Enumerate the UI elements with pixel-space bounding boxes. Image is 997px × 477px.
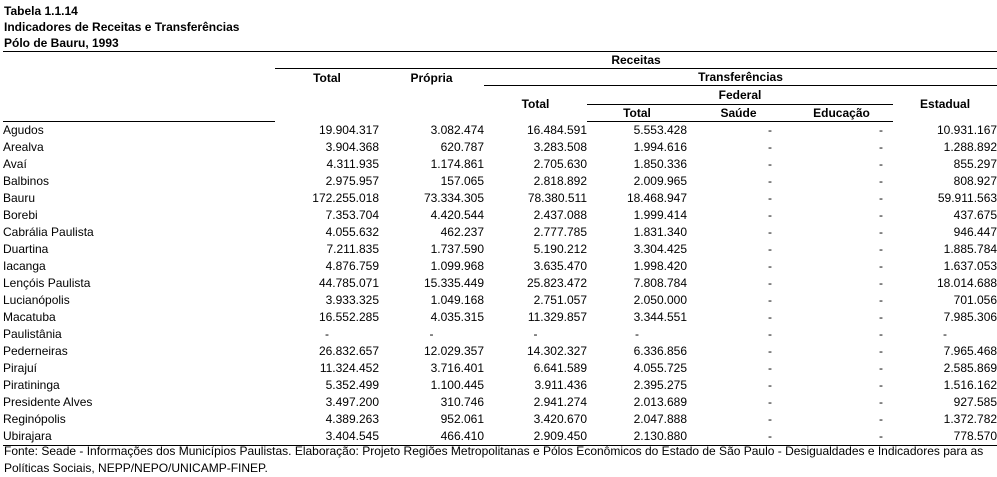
col-total: 5.352.499 [325,378,379,392]
col-total: 19.904.317 [318,122,379,137]
table-row [3,394,997,411]
col-transf-total: 3.283.508 [533,140,587,154]
col-educacao: - [879,174,883,188]
col-total: 11.324.452 [319,361,379,375]
col-estadual: 7.985.306 [943,310,997,324]
col-educacao: - [879,327,883,341]
col-total: 3.497.200 [325,395,379,409]
col-estadual: 7.965.468 [943,344,997,358]
col-saude: - [768,123,772,137]
municipality-name: Piratininga [3,378,60,392]
col-total: - [325,327,329,341]
col-federal-total: - [635,327,639,341]
table-row [3,309,997,326]
col-estadual: 778.570 [893,428,997,446]
col-saude: - [768,174,772,188]
col-propria: 4.420.544 [430,208,484,222]
municipality-name: Bauru [3,191,36,205]
col-federal-total: 5.553.428 [633,123,687,137]
col-saude: - [768,412,772,426]
table-row [3,292,997,309]
col-estadual: 946.447 [953,225,997,239]
col-federal-total: 7.808.784 [633,276,687,290]
col-saude: - [768,225,772,239]
col-saude: - [768,378,772,392]
municipality-name: Paulistânia [3,327,62,341]
col-saude: - [768,157,772,171]
col-estadual: 927.585 [953,395,997,409]
col-estadual: 808.927 [953,174,997,188]
col-educacao: - [879,191,883,205]
municipality-name: Arealva [3,140,44,154]
col-estadual: 437.675 [953,208,997,222]
col-saude: - [768,140,772,154]
table-title-block [4,3,239,51]
table-number: Tabela 1.1.14 [4,4,78,18]
header-receitas: Receitas [275,52,997,69]
table-row [3,343,997,360]
col-saude: - [768,310,772,324]
col-educacao: - [879,140,883,154]
header-total: Total [313,71,341,85]
col-total: 44.785.071 [318,276,379,290]
col-federal-total: 18.468.947 [626,191,687,205]
header-federal: Federal [587,86,893,105]
col-educacao: - [879,412,883,426]
col-propria: 73.334.305 [423,191,484,205]
col-transf-total: 2.705.630 [533,157,587,171]
table-title: Indicadores de Receitas e Transferências [4,20,240,34]
col-transf-total: 5.190.212 [533,242,587,256]
col-federal-total: 3.344.551 [633,310,687,324]
col-transf-total: 14.302.327 [526,344,587,358]
table-row [3,190,997,207]
col-educacao: - [879,123,883,137]
col-federal-total: 2.013.689 [633,395,687,409]
col-transf-total: 2.777.785 [533,225,587,239]
header-federal-total: Total [587,105,687,122]
col-educacao: - [879,276,883,290]
col-total: 172.255.018 [312,191,379,205]
col-federal-total: 3.304.425 [633,242,687,256]
col-educacao: - [879,293,883,307]
col-total: 4.055.632 [325,225,379,239]
col-estadual: 18.014.688 [936,276,997,290]
col-estadual: 1.372.782 [943,412,997,426]
footnote: Fonte: Seade - Informações dos Municípios Paulistas. Elaboração: Projeto Regiões Metropolitanas e Pólos Econômicos do Estado de São Paulo - Desigualdades e Indicadores para as Políticas Sociais, NEPP/NEPO/UNICAMP-FINEP. [4,444,984,475]
col-saude: - [768,293,772,307]
revenue-table [3,51,997,446]
col-estadual: 1.288.892 [943,140,997,154]
col-total: 4.311.935 [326,157,379,171]
table-row [3,173,997,190]
col-saude: - [768,191,772,205]
col-estadual: 701.056 [953,293,997,307]
col-transf-total: 3.911.436 [534,378,587,392]
col-federal-total: 2.050.000 [633,293,687,307]
col-propria: 1.049.168 [430,293,484,307]
col-propria: 157.065 [440,174,484,188]
col-saude: - [768,327,772,341]
col-estadual: 1.637.053 [943,259,997,273]
municipality-name: Presidente Alves [3,395,93,409]
col-propria: 12.029.357 [423,344,484,358]
municipality-name: Avaí [3,157,27,171]
municipality-name: Agudos [3,123,44,137]
col-educacao: - [879,378,883,392]
municipality-name: Lucianópolis [3,293,70,307]
col-total: 2.975.957 [325,174,379,188]
col-transf-total: 25.823.472 [526,276,587,290]
col-saude: - [768,395,772,409]
col-total: 7.211.835 [326,242,379,256]
col-total: 3.404.545 [275,428,379,446]
municipality-name: Duartina [3,242,49,256]
col-saude: - [768,276,772,290]
col-estadual: 59.911.563 [937,191,997,205]
col-federal-total: 2.130.880 [587,428,687,446]
col-educacao: - [879,395,883,409]
col-transf-total: 2.941.274 [533,395,587,409]
col-total: 3.933.325 [325,293,379,307]
col-estadual: 1.885.784 [943,242,997,256]
col-total: 4.876.759 [325,259,379,273]
col-propria: 1.174.861 [430,157,484,171]
municipality-name: Ubirajara [3,428,275,446]
col-transf-total: 3.635.470 [533,259,587,273]
col-propria: 3.082.474 [430,122,484,137]
table-row [3,122,997,140]
col-estadual: - [943,327,948,341]
table-row [3,241,997,258]
table-header [3,52,997,122]
col-transf-total: - [533,327,538,341]
municipality-name: Cabrália Paulista [3,225,94,239]
col-total: 26.832.657 [318,344,379,358]
col-transf-total: 11.329.857 [527,310,587,324]
header-saude: Saúde [687,105,790,122]
col-estadual: 2.585.869 [943,361,997,375]
col-propria: 466.410 [379,428,484,446]
table-row [3,411,997,428]
col-transf-total: 2.818.892 [533,174,587,188]
table-body [3,122,997,446]
col-estadual: 1.516.162 [943,378,997,392]
col-propria: 3.716.401 [430,361,484,375]
col-transf-total: 2.909.450 [484,428,587,446]
col-total: 7.353.704 [325,208,379,222]
col-propria: 1.099.968 [430,259,484,273]
table-row [3,207,997,224]
col-educacao: - [879,310,883,324]
municipality-name: Macatuba [3,310,56,324]
table-row [3,258,997,275]
table-row [3,326,997,343]
header-educacao: Educação [790,105,893,122]
col-federal-total: 1.850.336 [633,157,687,171]
table-row [3,224,997,241]
col-propria: 310.746 [440,395,484,409]
municipality-name: Reginópolis [3,412,66,426]
col-saude: - [768,208,772,222]
col-estadual: 10.931.167 [936,122,997,137]
col-propria: 952.061 [440,412,484,426]
municipality-name: Borebi [3,208,38,222]
municipality-name: Pirajuí [3,361,38,375]
col-federal-total: 1.998.420 [633,259,687,273]
col-transf-total: 6.641.589 [533,361,587,375]
col-estadual: 855.297 [953,157,997,171]
table-row [3,275,997,292]
col-propria: 620.787 [440,140,484,154]
col-propria: - [429,327,434,341]
col-total: 16.552.285 [318,310,379,324]
table-row [3,377,997,394]
col-saude: - [768,242,772,256]
col-educacao: - [790,428,893,446]
col-federal-total: 1.831.340 [633,225,687,239]
col-total: 3.904.368 [325,140,379,154]
col-federal-total: 2.009.965 [633,174,687,188]
header-propria: Própria [410,71,453,85]
col-transf-total: 2.437.088 [533,208,587,222]
col-saude: - [768,344,772,358]
col-propria: 4.035.315 [430,310,484,324]
municipality-name: Lençóis Paulista [3,276,91,290]
municipality-name: Iacanga [3,259,46,273]
col-saude: - [768,259,772,273]
header-transf-total: Total [521,96,550,111]
col-federal-total: 6.336.856 [633,344,687,358]
header-transferencias: Transferências [484,69,997,86]
col-educacao: - [879,208,883,222]
col-educacao: - [879,157,883,171]
col-educacao: - [879,242,883,256]
table-row [3,156,997,173]
table-row [3,139,997,156]
col-federal-total: 2.395.275 [633,378,687,392]
col-federal-total: 1.999.414 [633,208,687,222]
col-saude: - [687,428,790,446]
header-estadual: Estadual [920,96,971,111]
col-saude: - [768,361,772,375]
col-transf-total: 16.484.591 [526,122,587,137]
municipality-name: Balbinos [3,174,50,188]
table-subtitle: Pólo de Bauru, 1993 [4,36,119,50]
col-federal-total: 2.047.888 [633,412,687,426]
col-federal-total: 1.994.616 [633,140,687,154]
col-educacao: - [879,225,883,239]
col-transf-total: 78.380.511 [527,191,587,205]
municipality-name: Pederneiras [3,344,68,358]
col-educacao: - [879,259,883,273]
col-transf-total: 2.751.057 [533,293,587,307]
col-educacao: - [879,361,883,375]
col-educacao: - [879,344,883,358]
col-propria: 15.335.449 [423,276,484,290]
col-propria: 462.237 [440,225,484,239]
table-row [3,360,997,377]
col-propria: 1.100.445 [430,378,484,392]
col-total: 4.389.263 [325,412,379,426]
col-propria: 1.737.590 [430,242,484,256]
col-transf-total: 3.420.670 [533,412,587,426]
col-federal-total: 4.055.725 [633,361,687,375]
